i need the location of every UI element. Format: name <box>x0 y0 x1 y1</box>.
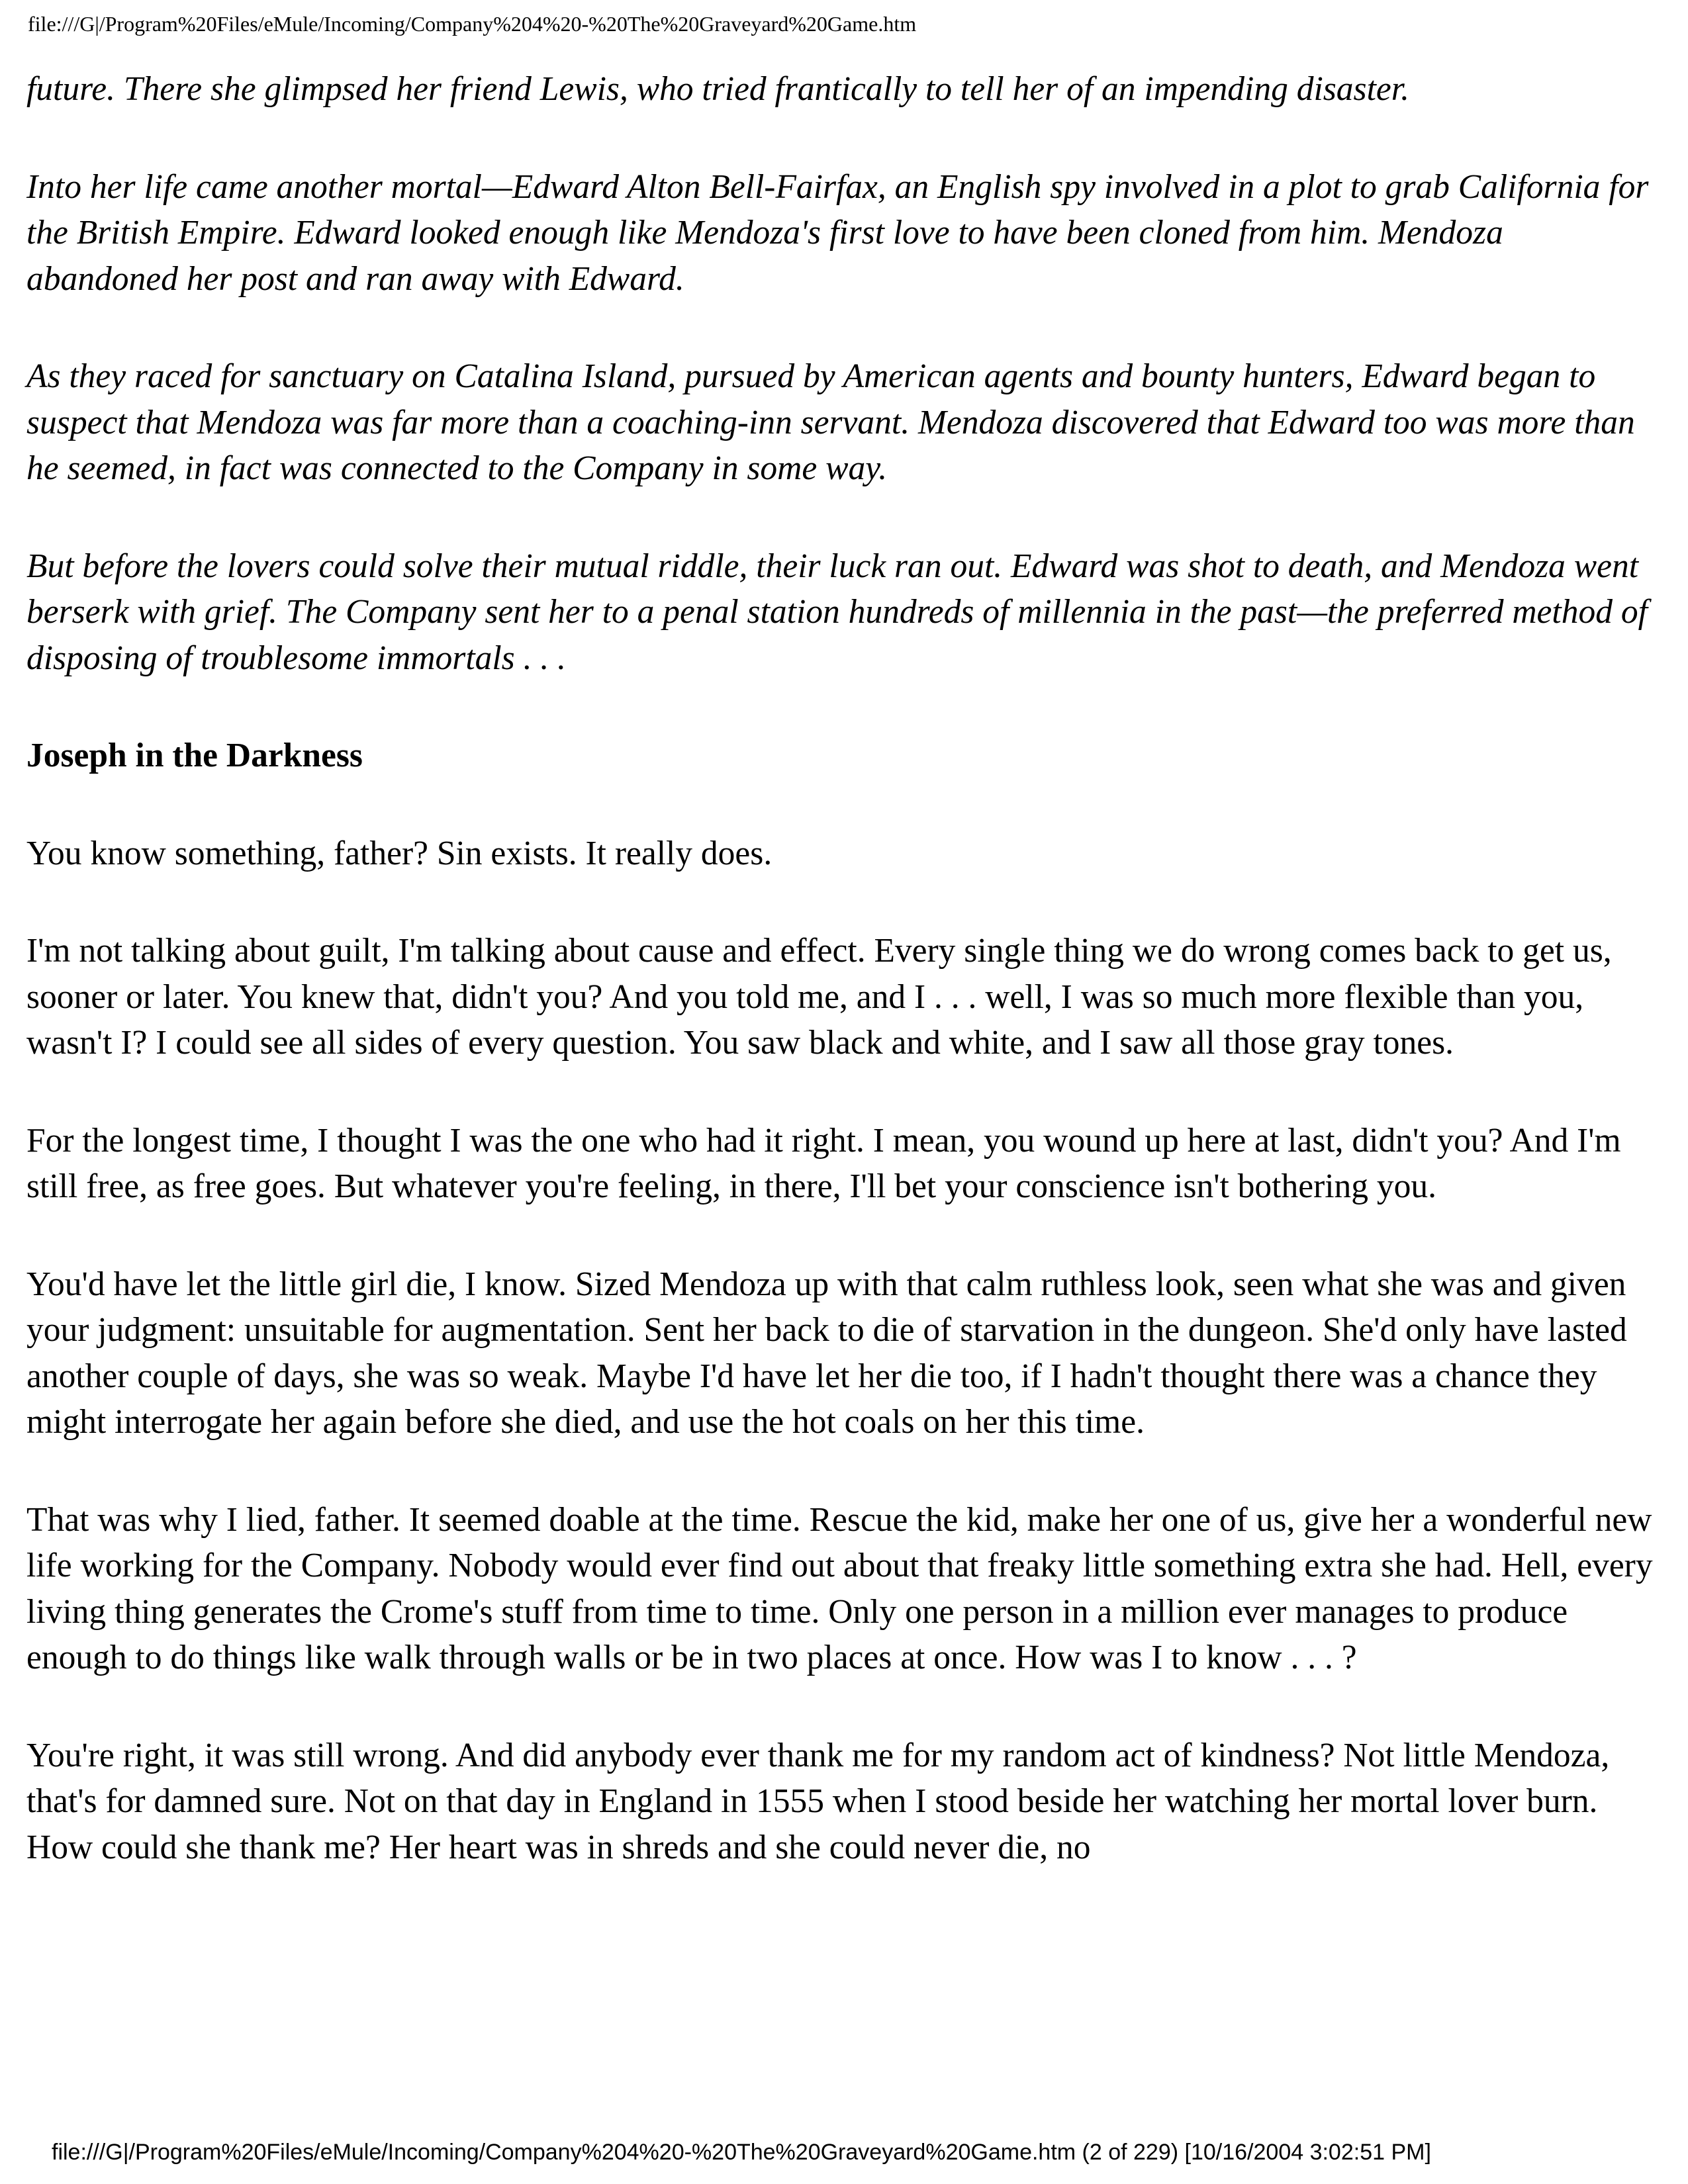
intro-paragraph: future. There she glimpsed her friend Lewis, who tried frantically to tell her of an impending disaster. <box>26 70 1409 108</box>
header-url: file:///G|/Program%20Files/eMule/Incoming/Company%204%20-%20The%20Graveyard%20Game.htm <box>28 12 917 36</box>
page-content <box>26 66 1662 1922</box>
intro-paragraph: As they raced for sanctuary on Catalina Island, pursued by American agents and bounty hunters, Edward began to suspect that Mendoza was far more than a coaching-inn servant. Mendoza discovered that Edward too was more than he seemed, in fact was connected to the Company in some way. <box>26 357 1635 487</box>
intro-paragraph: Into her life came another mortal—Edward Alton Bell-Fairfax, an English spy involved in a plot to grab California for the British Empire. Edward looked enough like Mendoza's first love to have been cloned from him. Mendoza abandoned her post and ran away with Edward. <box>26 167 1649 298</box>
body-paragraph: I'm not talking about guilt, I'm talking about cause and effect. Every single thing we do wrong comes back to get us, sooner or later. You knew that, didn't you? And you told me, and I . . . well, I was so much more flexible than you, wasn't I? I could see all sides of every question. You saw black and white, and I saw all those gray tones. <box>26 932 1612 1062</box>
body-paragraph: You're right, it was still wrong. And did anybody ever thank me for my random act of kindness? Not little Mendoza, that's for damned sure. Not on that day in England in 1555 when I stood beside her watching her mortal lover burn. How could she thank me? Her heart was in shreds and she could never die, no <box>26 1736 1610 1866</box>
chapter-heading: Joseph in the Darkness <box>26 737 363 774</box>
body-paragraph: For the longest time, I thought I was the one who had it right. I mean, you wound up here at last, didn't you? And I'm still free, as free goes. But whatever you're feeling, in there, I'll bet your conscience isn't bothering you. <box>26 1121 1621 1205</box>
intro-paragraph: But before the lovers could solve their mutual riddle, their luck ran out. Edward was shot to death, and Mendoza went berserk with grief. The Company sent her to a penal station hundreds of millennia in the past—the preferred method of disposing of troublesome immortals . . . <box>26 547 1648 677</box>
body-paragraph: You know something, father? Sin exists. It really does. <box>26 834 773 872</box>
body-paragraph: You'd have let the little girl die, I know. Sized Mendoza up with that calm ruthless look, seen what she was and given your judgment: unsuitable for augmentation. Sent her back to die of starvation in the dungeon. She'd only have lasted another couple of days, she was so weak. Maybe I'd have let her die too, if I hadn't thought there was a chance they might interrogate her again before she died, and use the hot coals on her this time. <box>26 1265 1627 1441</box>
footer-url: file:///G|/Program%20Files/eMule/Incoming/Company%204%20-%20The%20Graveyard%20Game.htm (2 of 229) [10/16/2004 3:02:51 PM] <box>52 2140 1431 2165</box>
body-paragraph: That was why I lied, father. It seemed doable at the time. Rescue the kid, make her one of us, give her a wonderful new life working for the Company. Nobody would ever find out about that freaky little something extra she had. Hell, every living thing generates the Crome's stuff from time to time. Only one person in a million ever manages to produce enough to do things like walk through walls or be in two places at once. How was I to know . . . ? <box>26 1500 1653 1676</box>
